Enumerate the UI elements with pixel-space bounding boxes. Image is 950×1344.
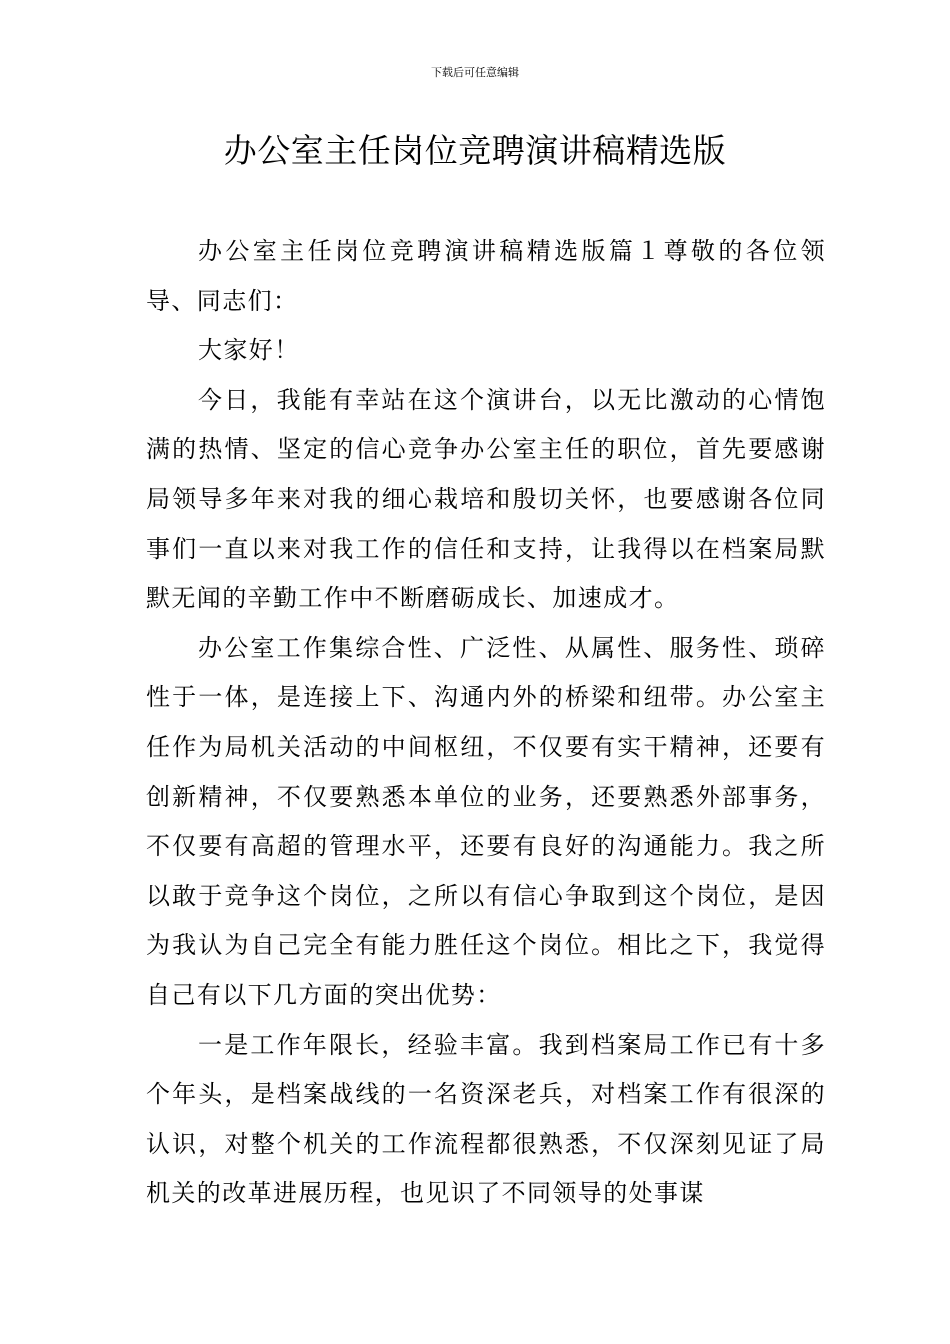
document-title: 办公室主任岗位竞聘演讲稿精选版	[223, 131, 727, 170]
paragraph-office-work: 办公室工作集综合性、广泛性、从属性、服务性、琐碎性于一体，是连接上下、沟通内外的桥梁和纽带。办公室主任作为局机关活动的中间枢纽，不仅要有实干精神，还要有创新精神，不仅要熟悉本单位的业务，还要熟悉外部事务，不仅要有高超的管理水平，还要有良好的沟通能力。我之所以敢于竞争这个岗位，之所以有信心争取到这个岗位，是因为我认为自己完全有能力胜任这个岗位。相比之下，我觉得自己有以下几方面的突出优势：	[146, 633, 826, 1009]
paragraph-intro: 办公室主任岗位竞聘演讲稿精选版篇１尊敬的各位领导、同志们：	[146, 237, 826, 315]
document-body	[146, 227, 826, 1219]
paragraph-greeting: 大家好！	[198, 336, 300, 365]
paragraph-advantage-one: 一是工作年限长，经验丰富。我到档案局工作已有十多个年头，是档案战线的一名资深老兵，对档案工作有很深的认识，对整个机关的工作流程都很熟悉，不仅深刻见证了局机关的改革进展历程，也见识了不同领导的处事谋	[146, 1030, 826, 1208]
paragraph-gratitude: 今日，我能有幸站在这个演讲台，以无比激动的心情饱满的热情、坚定的信心竞争办公室主任的职位，首先要感谢局领导多年来对我的细心栽培和殷切关怀，也要感谢各位同事们一直以来对我工作的信任和支持，让我得以在档案局默默无闻的辛勤工作中不断磨砺成长、加速成才。	[146, 385, 826, 613]
header-note: 下载后可任意编辑	[431, 66, 519, 79]
